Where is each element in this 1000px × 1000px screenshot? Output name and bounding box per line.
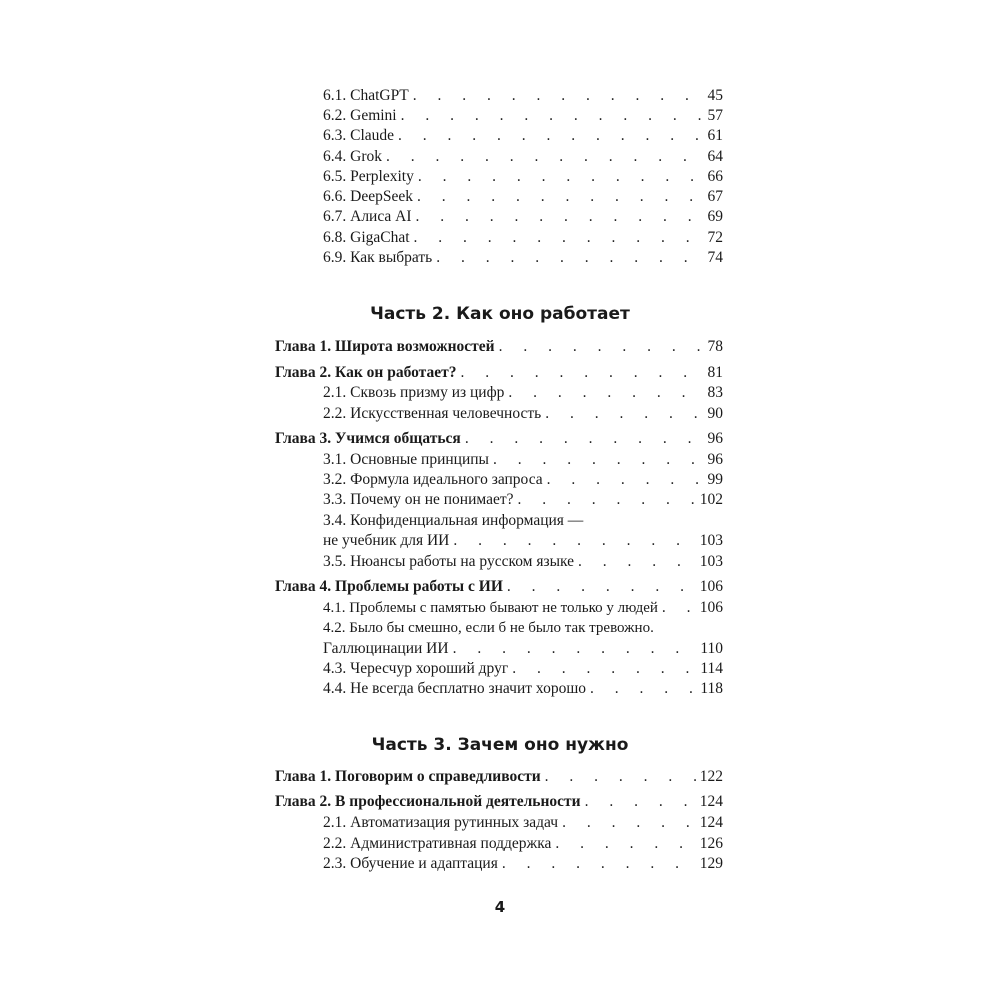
toc-entry xyxy=(323,680,723,698)
dot-leader xyxy=(436,249,703,267)
chapter-label: Глава 3. Учимся общаться xyxy=(275,430,465,448)
chapter-page: 124 xyxy=(699,793,723,810)
toc-entry xyxy=(323,107,723,125)
toc-entry-page: 103 xyxy=(699,553,723,570)
toc-entry-label: 6.4. Grok xyxy=(323,148,386,166)
dot-leader xyxy=(578,553,696,571)
dot-leader xyxy=(453,640,697,658)
dot-leader xyxy=(507,578,696,596)
toc-entry-label: 4.2. Было бы смешно, если б не было так тревожно. xyxy=(323,619,658,637)
toc-entry-label: 6.9. Как выбрать xyxy=(323,249,436,267)
toc-entry xyxy=(323,640,723,658)
dot-leader xyxy=(417,188,704,206)
toc-entry-page: 124 xyxy=(699,814,723,831)
dot-leader xyxy=(545,405,703,423)
chapter-label: Глава 1. Поговорим о справедливости xyxy=(275,768,545,786)
toc-entry xyxy=(323,532,723,550)
toc-entry-page: 96 xyxy=(707,451,723,468)
toc-entry-label: 3.3. Почему он не понимает? xyxy=(323,491,518,509)
part-heading: Часть 3. Зачем оно нужно xyxy=(371,735,629,755)
toc-entry xyxy=(323,660,723,678)
dot-leader xyxy=(545,768,696,786)
toc-entry xyxy=(323,148,723,166)
toc-entry-line1 xyxy=(323,512,723,530)
toc-entry-label: 6.8. GigaChat xyxy=(323,229,414,247)
toc-entry xyxy=(323,229,723,247)
toc-entry-label: 2.2. Административная поддержка xyxy=(323,835,555,853)
part-heading: Часть 2. Как оно работает xyxy=(370,304,630,324)
chapter-entry xyxy=(275,578,723,596)
dot-leader xyxy=(502,855,696,873)
chapter-entry xyxy=(275,338,723,356)
toc-entry-page: 110 xyxy=(700,640,723,657)
toc-entry xyxy=(323,188,723,206)
dot-leader xyxy=(512,660,696,678)
chapter-label: Глава 2. В профессиональной деятельности xyxy=(275,793,585,811)
toc-entry-label: 2.1. Автоматизация рутинных задач xyxy=(323,814,562,832)
toc-entry xyxy=(323,599,723,617)
chapter-page: 122 xyxy=(699,768,723,785)
toc-entry xyxy=(323,855,723,873)
toc-entry-page: 90 xyxy=(707,405,723,422)
toc-entry-label: 6.3. Claude xyxy=(323,127,398,145)
toc-entry-page: 114 xyxy=(700,660,723,677)
toc-entry xyxy=(323,471,723,489)
chapter-page: 81 xyxy=(707,364,723,381)
toc-entry-page: 45 xyxy=(707,87,723,104)
toc-entry-page: 69 xyxy=(707,208,723,225)
toc-entry-label: 3.1. Основные принципы xyxy=(323,451,493,469)
toc-entry-page: 106 xyxy=(699,599,723,616)
toc-entry xyxy=(323,127,723,145)
toc-entry-page: 83 xyxy=(707,384,723,401)
dot-leader xyxy=(562,814,696,832)
dot-leader xyxy=(662,599,696,617)
toc-entry xyxy=(323,249,723,267)
toc-entry xyxy=(323,405,723,423)
toc-entry-label: 6.7. Алиса AI xyxy=(323,208,416,226)
toc-entry-page: 118 xyxy=(700,680,723,697)
dot-leader xyxy=(499,338,704,356)
toc-entry-label: 6.2. Gemini xyxy=(323,107,401,125)
chapter-entry xyxy=(275,768,723,786)
toc-entry-page: 67 xyxy=(707,188,723,205)
chapter-label: Глава 4. Проблемы работы с ИИ xyxy=(275,578,507,596)
toc-entry xyxy=(323,491,723,509)
toc-entry-line1 xyxy=(323,619,723,637)
toc-entry-page: 57 xyxy=(707,107,723,124)
toc-entry-label: Галлюцинации ИИ xyxy=(323,640,453,658)
dot-leader xyxy=(590,680,696,698)
toc-entry-page: 129 xyxy=(699,855,723,872)
toc-entry-label: 6.6. DeepSeek xyxy=(323,188,417,206)
chapter-page: 106 xyxy=(699,578,723,595)
toc-entry-label: 6.5. Perplexity xyxy=(323,168,418,186)
dot-leader xyxy=(460,364,703,382)
toc-entry-page: 99 xyxy=(707,471,723,488)
dot-leader xyxy=(493,451,704,469)
dot-leader xyxy=(547,471,704,489)
dot-leader xyxy=(413,87,704,105)
toc-entry-label: 2.3. Обучение и адаптация xyxy=(323,855,502,873)
toc-entry-label: 3.5. Нюансы работы на русском языке xyxy=(323,553,578,571)
chapter-page: 78 xyxy=(707,338,723,355)
dot-leader xyxy=(416,208,704,226)
chapter-entry xyxy=(275,430,723,448)
dot-leader xyxy=(453,532,695,550)
toc-entry-label: 2.2. Искусственная человечность xyxy=(323,405,545,423)
toc-entry xyxy=(323,451,723,469)
toc-entry-label: 2.1. Сквозь призму из цифр xyxy=(323,384,508,402)
toc-entry-page: 66 xyxy=(707,168,723,185)
toc-entry-label: 6.1. ChatGPT xyxy=(323,87,413,105)
page-number: 4 xyxy=(494,898,506,916)
toc-entry-page: 102 xyxy=(699,491,723,508)
toc-entry-label: 3.4. Конфиденциальная информация — xyxy=(323,512,587,530)
dot-leader xyxy=(414,229,704,247)
toc-entry xyxy=(323,814,723,832)
toc-entry xyxy=(323,208,723,226)
toc-entry-label: 4.3. Чересчур хороший друг xyxy=(323,660,512,678)
toc-entry-label: 4.4. Не всегда бесплатно значит хорошо xyxy=(323,680,590,698)
toc-entry xyxy=(323,168,723,186)
dot-leader xyxy=(585,793,696,811)
toc-entry-page: 61 xyxy=(707,127,723,144)
dot-leader xyxy=(386,148,704,166)
chapter-entry xyxy=(275,793,723,811)
chapter-label: Глава 2. Как он работает? xyxy=(275,364,460,382)
toc-entry xyxy=(323,87,723,105)
chapter-page: 96 xyxy=(707,430,723,447)
toc-entry xyxy=(323,384,723,402)
toc-entry xyxy=(323,835,723,853)
toc-entry-page: 74 xyxy=(707,249,723,266)
chapter-label: Глава 1. Широта возможностей xyxy=(275,338,499,356)
toc-entry-page: 103 xyxy=(699,532,723,549)
dot-leader xyxy=(555,835,695,853)
toc-entry-label: 4.1. Проблемы с памятью бывают не только у людей xyxy=(323,599,662,617)
dot-leader xyxy=(398,127,703,145)
dot-leader xyxy=(418,168,704,186)
toc-entry-page: 72 xyxy=(707,229,723,246)
dot-leader xyxy=(465,430,704,448)
toc-entry-label: не учебник для ИИ xyxy=(323,532,453,550)
chapter-entry xyxy=(275,364,723,382)
toc-entry-label: 3.2. Формула идеального запроса xyxy=(323,471,547,489)
toc-entry xyxy=(323,553,723,571)
dot-leader xyxy=(518,491,696,509)
toc-entry-page: 64 xyxy=(707,148,723,165)
dot-leader xyxy=(401,107,704,125)
toc-entry-page: 126 xyxy=(699,835,723,852)
dot-leader xyxy=(508,384,703,402)
